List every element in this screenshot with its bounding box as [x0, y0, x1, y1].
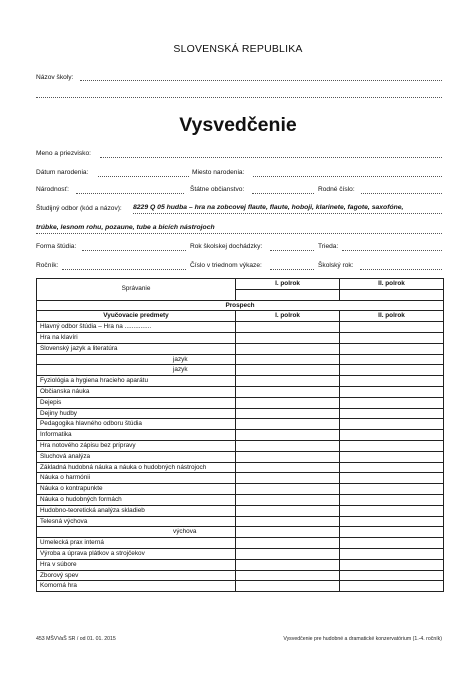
school-name-field[interactable] [80, 80, 442, 81]
subject-grade-semester2[interactable] [340, 386, 444, 397]
nationality-field[interactable] [76, 193, 184, 194]
subject-row [37, 473, 444, 484]
subject-name: Fyziológia a hygiena hracieho aparátu [37, 376, 236, 387]
subject-grade-semester1[interactable] [236, 419, 340, 430]
subject-grade-semester2[interactable] [340, 430, 444, 441]
subject-row [37, 581, 444, 592]
subject-grade-semester1[interactable] [236, 322, 340, 333]
subject-name: výchova [37, 527, 236, 538]
subject-grade-semester1[interactable] [236, 505, 340, 516]
study-form-field[interactable] [82, 250, 186, 251]
subject-name: Hra na klavíri [37, 332, 236, 343]
subject-grade-semester1[interactable] [236, 343, 340, 354]
subject-row [37, 440, 444, 451]
subject-grade-semester2[interactable] [340, 365, 444, 376]
subject-row [37, 408, 444, 419]
subject-name: Základná hudobná náuka a náuka o hudobných nástrojoch [37, 462, 236, 473]
birth-date-field[interactable] [98, 176, 189, 177]
subject-grade-semester1[interactable] [236, 332, 340, 343]
subject-grade-semester2[interactable] [340, 484, 444, 495]
study-field-label: Študijný odbor (kód a názov): [36, 205, 122, 212]
subject-grade-semester2[interactable] [340, 397, 444, 408]
subject-row [37, 538, 444, 549]
year-label: Ročník: [36, 262, 59, 269]
subject-name: Slovenský jazyk a literatúra [37, 343, 236, 354]
subject-grade-semester2[interactable] [340, 440, 444, 451]
results-heading: Prospech [37, 300, 444, 311]
subject-name: Informatika [37, 430, 236, 441]
subject-row [37, 430, 444, 441]
subject-row [37, 386, 444, 397]
subject-grade-semester1[interactable] [236, 365, 340, 376]
study-field-value-line1: 8229 Q 05 hudba – hra na zobcovej flaute, flaute, hoboji, klarinete, fagote, saxofóne, [133, 204, 404, 211]
subject-grade-semester1[interactable] [236, 581, 340, 592]
form-code: 453 MŠVVaŠ SR / od 01. 01. 2015 [36, 636, 116, 642]
behavior-grade-semester1[interactable] [236, 289, 340, 300]
grades-table [36, 278, 444, 592]
subject-grade-semester1[interactable] [236, 376, 340, 387]
subjects-heading: Vyučovacie predmety [37, 311, 236, 322]
subject-grade-semester1[interactable] [236, 538, 340, 549]
year-field[interactable] [62, 269, 186, 270]
class-number-label: Číslo v triednom výkaze: [190, 262, 262, 269]
subject-grade-semester1[interactable] [236, 570, 340, 581]
subject-row [37, 484, 444, 495]
subject-name: Náuka o kontrapunkte [37, 484, 236, 495]
behavior-grade-semester2[interactable] [340, 289, 444, 300]
subject-grade-semester1[interactable] [236, 430, 340, 441]
subject-name: jazyk [37, 354, 236, 365]
subject-row [37, 505, 444, 516]
subject-row [37, 548, 444, 559]
subject-grade-semester2[interactable] [340, 505, 444, 516]
subject-row [37, 462, 444, 473]
school-name-field-line2[interactable] [36, 97, 442, 98]
subject-grade-semester1[interactable] [236, 451, 340, 462]
study-field-underline2 [36, 233, 442, 234]
subject-row [37, 559, 444, 570]
subject-name: Sluchová analýza [37, 451, 236, 462]
birth-number-field[interactable] [361, 193, 442, 194]
results-section-row [37, 300, 444, 311]
school-year-label: Školský rok: [318, 262, 354, 269]
subject-name: Telesná výchova [37, 516, 236, 527]
subject-grade-semester1[interactable] [236, 386, 340, 397]
birth-place-field[interactable] [253, 176, 442, 177]
behavior-header-row [37, 279, 444, 290]
subject-grade-semester2[interactable] [340, 494, 444, 505]
subject-grade-semester1[interactable] [236, 494, 340, 505]
school-name-label: Názov školy: [36, 74, 74, 81]
subject-grade-semester1[interactable] [236, 484, 340, 495]
subject-name: Dejepis [37, 397, 236, 408]
subject-grade-semester2[interactable] [340, 376, 444, 387]
subject-name: jazyk [37, 365, 236, 376]
class-label: Trieda: [318, 243, 339, 250]
study-field-underline1 [133, 213, 442, 214]
birth-number-label: Rodné číslo: [318, 186, 355, 193]
subject-name: Náuka o hudobných formách [37, 494, 236, 505]
subject-name: Pedagogika hlavného odboru štúdia [37, 419, 236, 430]
subject-row [37, 419, 444, 430]
subject-name: Hra v súbore [37, 559, 236, 570]
subject-row [37, 322, 444, 333]
subject-grade-semester2[interactable] [340, 332, 444, 343]
study-field-value-line2: trúbke, lesnom rohu, pozaune, tube a bicích nástrojoch [36, 224, 215, 231]
behavior-label: Správanie [37, 279, 236, 301]
subject-grade-semester2[interactable] [340, 451, 444, 462]
document-title: Vysvedčenie [179, 114, 297, 136]
citizenship-label: Štátne občianstvo: [190, 186, 245, 193]
subject-grade-semester2[interactable] [340, 343, 444, 354]
birth-date-label: Dátum narodenia: [36, 169, 89, 176]
study-form-label: Forma štúdia: [36, 243, 77, 250]
name-label: Meno a priezvisko: [36, 150, 91, 157]
subject-row [37, 397, 444, 408]
subject-row [37, 570, 444, 581]
subject-grade-semester1[interactable] [236, 527, 340, 538]
subject-name: Náuka o harmónii [37, 473, 236, 484]
subject-name: Občianska náuka [37, 386, 236, 397]
subjects-header-row [37, 311, 444, 322]
subject-name: Dejiny hudby [37, 408, 236, 419]
subject-row [37, 451, 444, 462]
semester1-results-header: I. polrok [236, 311, 340, 322]
subject-grade-semester1[interactable] [236, 408, 340, 419]
subject-row [37, 516, 444, 527]
school-attendance-label: Rok školskej dochádzky: [190, 243, 263, 250]
subject-grade-semester2[interactable] [340, 354, 444, 365]
subject-grade-semester2[interactable] [340, 570, 444, 581]
subject-row [37, 354, 444, 365]
country-heading: SLOVENSKÁ REPUBLIKA [173, 43, 303, 55]
class-field[interactable] [342, 250, 442, 251]
citizenship-field[interactable] [252, 193, 314, 194]
subject-name: Hudobno-teoretická analýza skladieb [37, 505, 236, 516]
subject-grade-semester2[interactable] [340, 559, 444, 570]
subject-row [37, 527, 444, 538]
semester1-header: I. polrok [236, 279, 340, 290]
subject-grade-semester2[interactable] [340, 581, 444, 592]
subject-name: Zborový spev [37, 570, 236, 581]
subject-grade-semester1[interactable] [236, 516, 340, 527]
form-description: Vysvedčenie pre hudobné a dramatické konzervatórium (1.-4. ročník) [283, 636, 442, 642]
subject-name: Výroba a úprava plátkov a strojčekov [37, 548, 236, 559]
subject-grade-semester2[interactable] [340, 419, 444, 430]
subject-grade-semester1[interactable] [236, 559, 340, 570]
subject-grade-semester1[interactable] [236, 354, 340, 365]
subject-grade-semester1[interactable] [236, 440, 340, 451]
subject-grade-semester2[interactable] [340, 527, 444, 538]
birth-place-label: Miesto narodenia: [192, 169, 245, 176]
subject-grade-semester2[interactable] [340, 473, 444, 484]
subject-grade-semester2[interactable] [340, 322, 444, 333]
semester2-results-header: II. polrok [340, 311, 444, 322]
name-field[interactable] [100, 157, 442, 158]
subject-name: Hlavný odbor štúdia – Hra na ............... [37, 322, 236, 333]
subject-grade-semester1[interactable] [236, 473, 340, 484]
subject-grade-semester1[interactable] [236, 462, 340, 473]
subject-row [37, 343, 444, 354]
subject-row [37, 365, 444, 376]
subject-row [37, 494, 444, 505]
subject-name: Umelecká prax interná [37, 538, 236, 549]
school-year-field[interactable] [360, 269, 442, 270]
class-number-field[interactable] [270, 269, 314, 270]
subject-grade-semester2[interactable] [340, 408, 444, 419]
subject-row [37, 332, 444, 343]
subject-grade-semester2[interactable] [340, 462, 444, 473]
subject-rows [37, 322, 444, 592]
nationality-label: Národnosť: [36, 186, 69, 193]
subject-grade-semester2[interactable] [340, 548, 444, 559]
subject-grade-semester1[interactable] [236, 397, 340, 408]
subject-grade-semester2[interactable] [340, 516, 444, 527]
subject-row [37, 376, 444, 387]
subject-name: Komorná hra [37, 581, 236, 592]
subject-grade-semester2[interactable] [340, 538, 444, 549]
subject-grade-semester1[interactable] [236, 548, 340, 559]
subject-name: Hra notového zápisu bez prípravy [37, 440, 236, 451]
semester2-header: II. polrok [340, 279, 444, 290]
school-attendance-field[interactable] [270, 250, 314, 251]
